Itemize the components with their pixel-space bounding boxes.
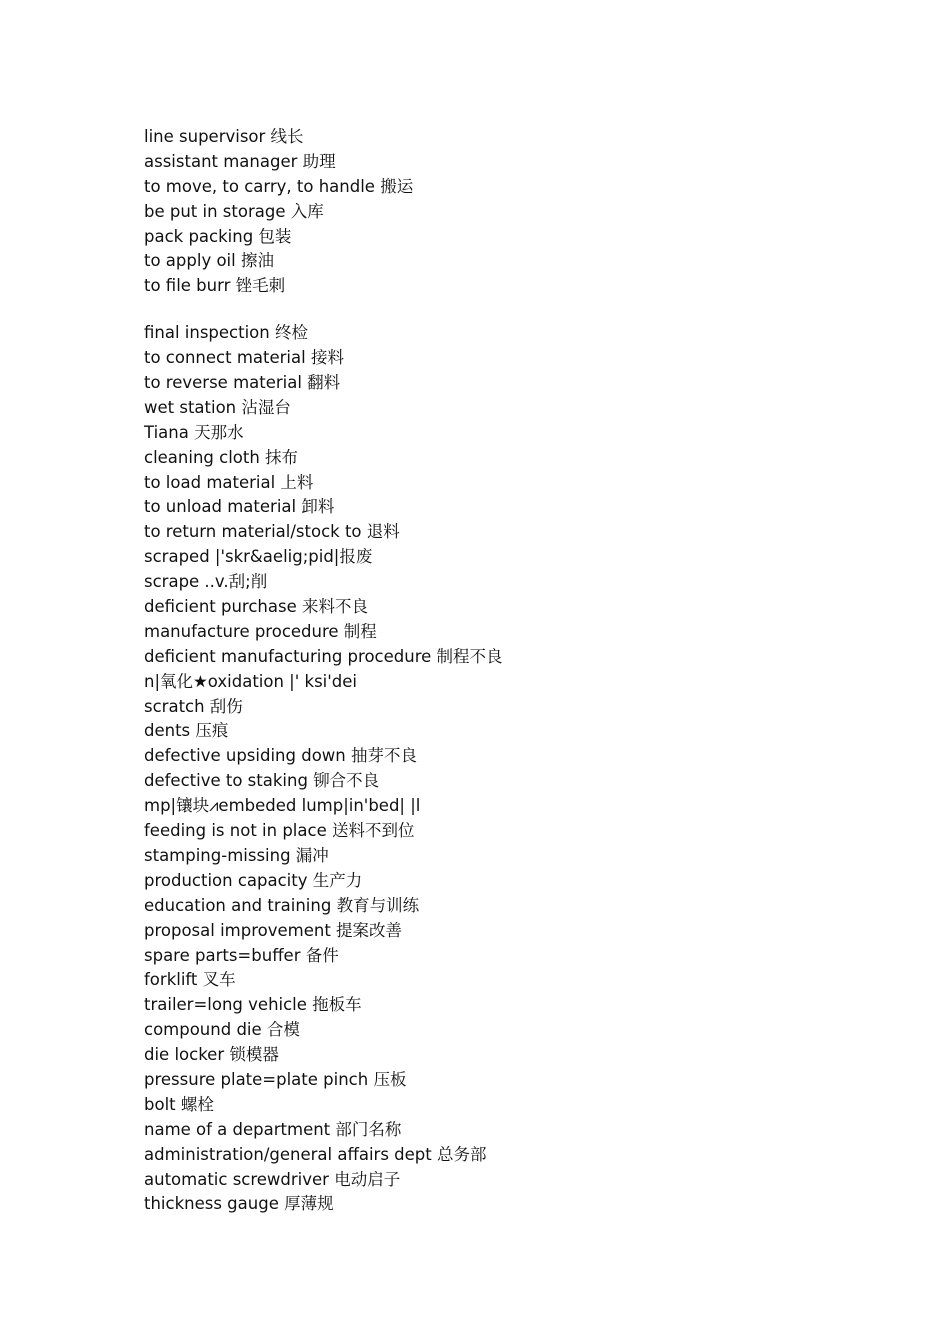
glossary-entry: to apply oil 擦油 <box>144 251 274 271</box>
glossary-entry: automatic screwdriver 电动启子 <box>144 1169 401 1189</box>
glossary-entry: to file burr 锉毛刺 <box>144 276 286 296</box>
glossary-group-2 <box>144 321 904 1217</box>
glossary-entry: thickness gauge 厚薄规 <box>144 1194 334 1214</box>
glossary-entry: feeding is not in place 送料不到位 <box>144 821 415 841</box>
glossary-entry: scrape ..v.刮;削 <box>144 572 268 592</box>
glossary-entry: deficient purchase 来料不良 <box>144 597 368 617</box>
glossary-entry: proposal improvement 提案改善 <box>144 920 403 940</box>
glossary-entry: manufacture procedure 制程 <box>144 621 377 641</box>
glossary-entry: cleaning cloth 抹布 <box>144 447 299 467</box>
glossary-entry: scraped |'skr&aelig;pid|报废 <box>144 547 373 567</box>
glossary-entry: deficient manufacturing procedure 制程不良 <box>144 646 503 666</box>
glossary-entry: defective to staking 铆合不良 <box>144 771 380 791</box>
glossary-entry: administration/general affairs dept 总务部 <box>144 1144 487 1164</box>
glossary-entry: to return material/stock to 退料 <box>144 522 400 542</box>
glossary-entry: pack packing 包装 <box>144 226 292 246</box>
glossary-entry: bolt 螺栓 <box>144 1094 214 1114</box>
glossary-entry: stamping-missing 漏冲 <box>144 845 329 865</box>
glossary-entry: production capacity 生产力 <box>144 870 363 890</box>
glossary-entry: name of a department 部门名称 <box>144 1119 402 1139</box>
glossary-entry: line supervisor 线长 <box>144 127 304 146</box>
glossary-entry: n|氧化★oxidation |' ksi'dei <box>144 671 358 691</box>
glossary-entry: trailer=long vehicle 拖板车 <box>144 995 362 1015</box>
glossary-entry: be put in storage 入库 <box>144 201 324 221</box>
glossary-entry: to move, to carry, to handle 搬运 <box>144 176 414 196</box>
document-page <box>144 125 904 1217</box>
glossary-entry: to load material 上料 <box>144 472 314 492</box>
glossary-entry: to connect material 接料 <box>144 348 344 368</box>
glossary-entry: scratch 刮伤 <box>144 696 243 716</box>
glossary-entry: education and training 教育与训练 <box>144 895 420 915</box>
glossary-entry: wet station 沾湿台 <box>144 397 291 417</box>
glossary-entry: Tiana 天那水 <box>144 422 244 442</box>
glossary-entry: pressure plate=plate pinch 压板 <box>144 1069 407 1089</box>
glossary-entry: defective upsiding down 抽芽不良 <box>144 746 417 766</box>
glossary-entry: to reverse material 翻料 <box>144 373 341 393</box>
glossary-entry: die locker 锁模器 <box>144 1045 279 1065</box>
glossary-group-1 <box>144 125 904 299</box>
glossary-entry: assistant manager 助理 <box>144 151 336 171</box>
glossary-entry: to unload material 卸料 <box>144 497 335 517</box>
glossary-entry: final inspection 终检 <box>144 323 308 343</box>
glossary-entry: spare parts=buffer 备件 <box>144 945 339 965</box>
glossary-entry: dents 压痕 <box>144 721 229 741</box>
glossary-entry: compound die 合模 <box>144 1020 300 1040</box>
glossary-entry: forklift 叉车 <box>144 970 236 990</box>
glossary-entry: mp|镶块⩘embeded lump|in'bed| |l <box>144 796 421 816</box>
